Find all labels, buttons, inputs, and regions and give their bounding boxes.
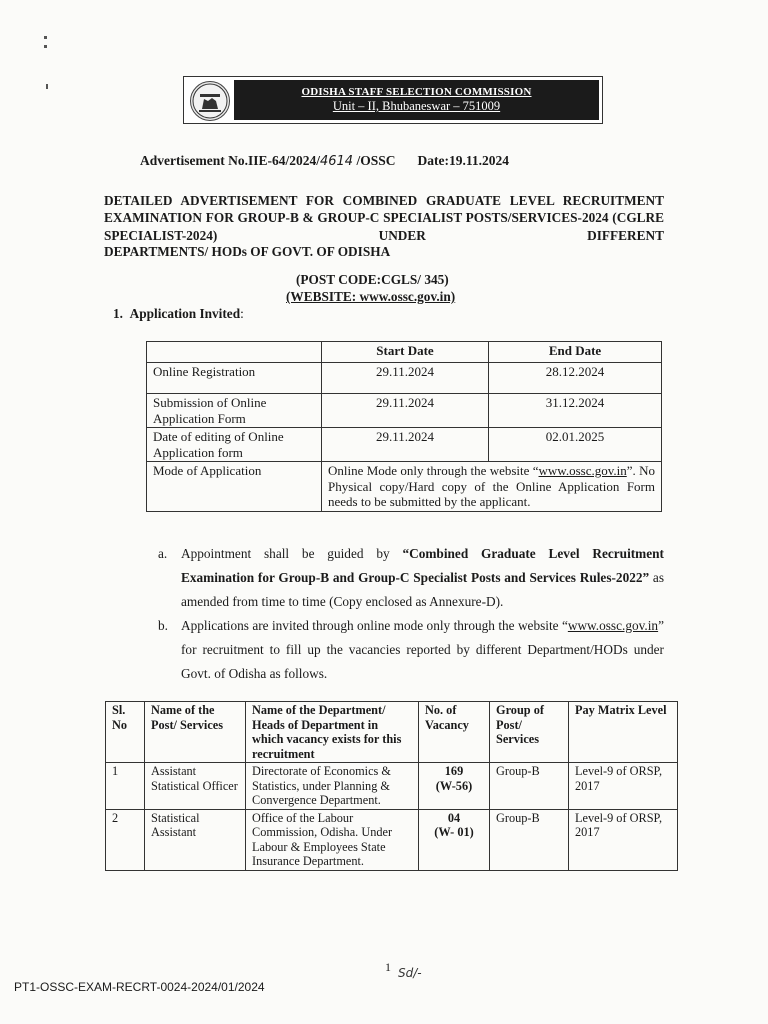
- pay-level: Level-9 of ORSP, 2017: [569, 763, 678, 810]
- advertisement-prefix: Advertisement No.IIE-64/2024/: [140, 153, 320, 168]
- vacancy-table: [105, 701, 678, 871]
- table-row: [106, 763, 678, 810]
- end-date: 28.12.2024: [489, 363, 662, 394]
- section-number: 1.: [113, 306, 123, 321]
- scan-speck: [46, 84, 48, 89]
- table-header-cell: Name of the Department/ Heads of Department in which vacancy exists for this recruitment: [246, 702, 419, 763]
- serial-number: 2: [106, 809, 145, 870]
- vacancy-women: (W-56): [435, 778, 473, 793]
- paragraph-text: Appointment shall be guided by: [181, 546, 403, 561]
- table-header-cell: Sl. No: [106, 702, 145, 763]
- row-label: Date of editing of Online Application form: [147, 428, 322, 462]
- table-header-cell: No. of Vacancy: [419, 702, 490, 763]
- table-header-cell: Start Date: [322, 342, 489, 363]
- application-dates-table: [146, 341, 662, 512]
- footer-reference: PT1-OSSC-EXAM-RECRT-0024-2024/01/2024: [14, 980, 265, 994]
- post-code: (POST CODE:CGLS/ 345): [296, 272, 449, 287]
- section-colon: :: [240, 306, 244, 321]
- row-label: Online Registration: [147, 363, 322, 394]
- post-name: Assistant Statistical Officer: [145, 763, 246, 810]
- organization-unit: Unit – II, Bhubaneswar – 751009: [332, 99, 501, 113]
- table-header-cell: Pay Matrix Level: [569, 702, 678, 763]
- table-header-row: [106, 702, 678, 763]
- vacancy-women: (W- 01): [434, 825, 474, 839]
- website-link[interactable]: www.ossc.gov.in: [567, 618, 659, 633]
- document-title-last-line: DEPARTMENTS/ HODs OF GOVT. OF ODISHA: [104, 244, 391, 259]
- table-row: [147, 462, 662, 512]
- table-row: [147, 394, 662, 428]
- letterhead-band: [234, 80, 599, 120]
- end-date: 02.01.2025: [489, 428, 662, 462]
- department: Office of the Labour Commission, Odisha. Under Labour & Employees State Insurance Department.: [246, 809, 419, 870]
- mode-text: ”. No Physical copy/Hard copy of the Online Application Form needs to be submitted by the applicant.: [328, 463, 655, 509]
- handwritten-number: 4614: [319, 154, 354, 169]
- website-heading: (WEBSITE: www.ossc.gov.in): [286, 289, 456, 304]
- website-link[interactable]: www.ossc.gov.in: [538, 463, 627, 478]
- pay-level: Level-9 of ORSP, 2017: [569, 809, 678, 870]
- advertisement-line: [140, 153, 509, 169]
- paragraph-label: a.: [158, 546, 168, 561]
- start-date: 29.11.2024: [322, 428, 489, 462]
- table-header-cell: [147, 342, 322, 363]
- vacancy-total: 169: [444, 764, 464, 778]
- table-row: [147, 428, 662, 462]
- paragraph-text: ” for recruitment to fill up the vacancies reported by different Department/HODs under Govt. of Odisha as follows.: [181, 618, 664, 681]
- paragraph-b: [158, 614, 664, 686]
- section-label: Application Invited: [129, 306, 241, 321]
- start-date: 29.11.2024: [322, 363, 489, 394]
- mode-of-application: [322, 462, 662, 512]
- vacancy-count: [419, 763, 490, 810]
- table-header-row: [147, 342, 662, 363]
- table-header-cell: End Date: [489, 342, 662, 363]
- section-heading: [113, 306, 244, 322]
- end-date: 31.12.2024: [489, 394, 662, 428]
- mode-text: Online Mode only through the website “: [328, 463, 539, 478]
- paragraph-text: as amended from time to time (Copy enclosed as Annexure-D).: [181, 570, 664, 609]
- organization-name: ODISHA STAFF SELECTION COMMISSION: [301, 86, 532, 98]
- handwritten-signature: Sd/-: [398, 966, 422, 980]
- row-label: Submission of Online Application Form: [147, 394, 322, 428]
- advertisement-suffix: /OSSC: [353, 153, 396, 168]
- letterhead: [183, 76, 603, 124]
- scan-speck: [44, 45, 47, 48]
- table-row: [147, 363, 662, 394]
- paragraph-label: b.: [158, 618, 168, 633]
- rules-title: “Combined Graduate Level Recruitment Examination for Group-B and Group-C Specialist Posts and Services Rules-2022”: [181, 546, 664, 585]
- scan-speck: [44, 36, 47, 39]
- vacancy-total: 04: [447, 810, 461, 825]
- odisha-emblem-icon: [190, 81, 230, 121]
- department: Directorate of Economics & Statistics, under Planning & Convergence Department.: [246, 763, 419, 810]
- paragraph-text: Applications are invited through online mode only through the website “: [181, 618, 568, 633]
- table-header-cell: Name of the Post/ Services: [145, 702, 246, 763]
- post-group: Group-B: [490, 809, 569, 870]
- post-group: Group-B: [490, 763, 569, 810]
- table-row: [106, 809, 678, 870]
- advertisement-date: Date:19.11.2024: [417, 153, 509, 168]
- paragraph-a: [158, 542, 664, 614]
- document-title: DETAILED ADVERTISEMENT FOR COMBINED GRADUATE LEVEL RECRUITMENT EXAMINATION FOR GROUP-B & GROUP-C SPECIALIST POSTS/SERVICES-2024 (CGLRE SPECIALIST-2024) UNDER DIFFERENT: [104, 193, 664, 243]
- serial-number: 1: [106, 763, 145, 810]
- start-date: 29.11.2024: [322, 394, 489, 428]
- post-name: Statistical Assistant: [145, 809, 246, 870]
- vacancy-count: [419, 809, 490, 870]
- row-label: Mode of Application: [147, 462, 322, 512]
- page-number: 1: [385, 960, 391, 974]
- table-header-cell: Group of Post/ Services: [490, 702, 569, 763]
